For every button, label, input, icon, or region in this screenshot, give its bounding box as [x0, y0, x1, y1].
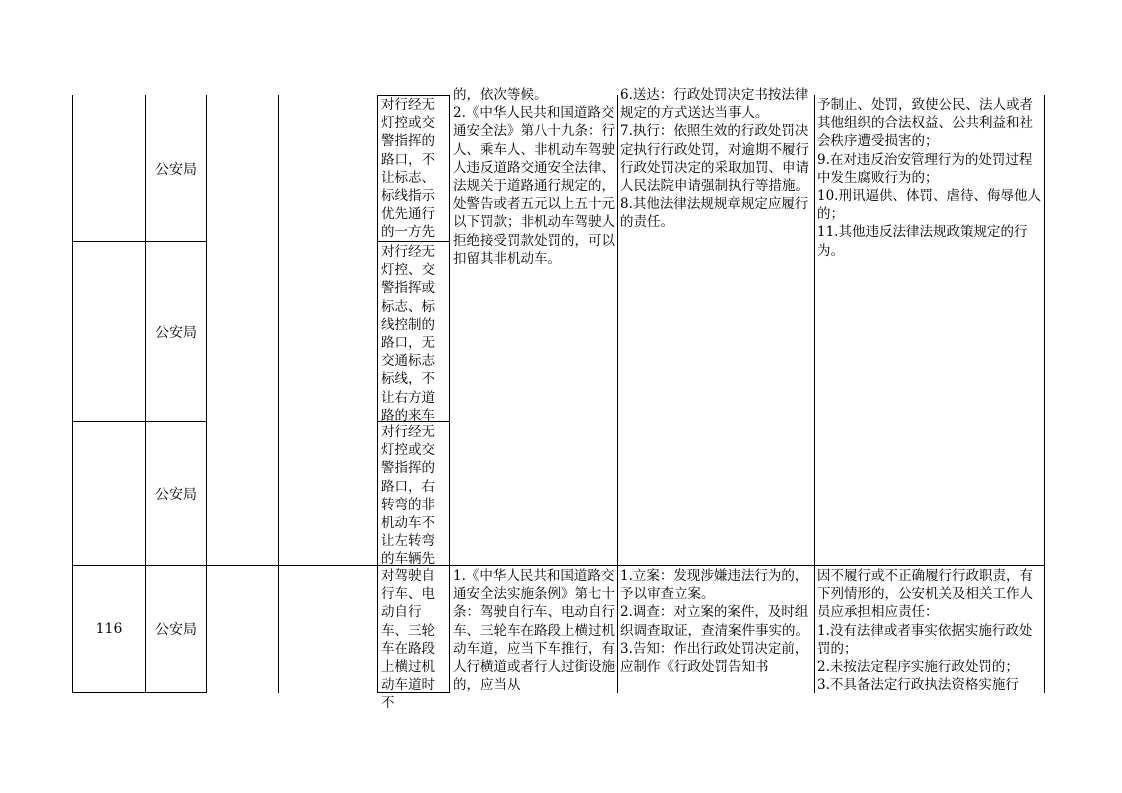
item-name-cell: 对行经无灯控、交警指挥或标志、标线控制的路口，无交通标志标线，不让右方道路的来车 [381, 244, 435, 424]
column-divider [617, 95, 618, 693]
item-name-cell: 对行经无灯控或交警指挥的路口，不让标志、标线指示优先通行的一方先 [381, 97, 435, 241]
table-border-bottom [72, 692, 206, 693]
legal-basis-cell: 1.《中华人民共和国道路交通安全法实施条例》第七十条：驾驶自行车、电动自行车、三轮车在路段上横过机动车道，应当下车推行，有人行横道或者行人过街设施的，应当从 [453, 568, 615, 694]
department-cell: 公安局 [155, 161, 197, 178]
department-cell: 公安局 [155, 324, 197, 341]
item-name-cell: 对行经无灯控或交警指挥的路口，右转弯的非机动车不让左转弯的车辆先 [381, 424, 435, 568]
table-border-right [1044, 95, 1045, 693]
legal-basis-cell: 的，依次等候。 2.《中华人民共和国道路交通安全法》第八十九条：行人、乘车人、非机动车驾驶人违反道路交通安全法律、法规关于道路通行规定的，处警告或者五元以上五十元以下罚款；非机动车驾驶人拒绝接受罚款处罚的，可以扣留其非机动车。 [453, 87, 615, 267]
process-cell: 6.送达：行政处罚决定书按法律规定的方式送达当事人。 7.执行：依照生效的行政处罚决定执行行政处罚，对逾期不履行行政处罚决定的采取加罚、申请人民法院申请强制执行等措施。 8.其他法律法规规章规定应履行的责任。 [620, 87, 809, 231]
department-cell: 公安局 [155, 486, 197, 503]
liability-cell: 予制止、处罚，致使公民、法人或者其他组织的合法权益、公共利益和社会秩序遭受损害的； 9.在对违反治安管理行为的处罚过程中发生腐败行为的； 10.刑讯逼供、体罚、虐待、侮辱他人的； 11.其他违反法律法规政策规定的行为。 [817, 97, 1041, 259]
row-divider [72, 565, 1045, 566]
department-cell: 公安局 [155, 622, 197, 638]
column-divider [278, 95, 279, 693]
row-number-cell: 116 [95, 621, 123, 637]
item-name-cell: 对驾驶自行车、电动自行车、三轮车在路段上横过机动车道时不 [381, 568, 435, 712]
liability-cell: 因不履行或不正确履行行政职责，有下列情形的，公安机关及相关工作人员应承担相应责任： 1.没有法律或者事实依据实施行政处罚的； 2.未按法定程序实施行政处罚的； 3.不具备法定行政执法资格实施行 [817, 568, 1033, 694]
column-divider [814, 95, 815, 693]
process-cell: 1.立案：发现涉嫌违法行为的，予以审查立案。 2.调查：对立案的案件，及时组织调查取证，查清案件事实的。 3.告知：作出行政处罚决定前，应制作《行政处罚告知书 [620, 568, 809, 676]
column-divider [206, 95, 207, 693]
